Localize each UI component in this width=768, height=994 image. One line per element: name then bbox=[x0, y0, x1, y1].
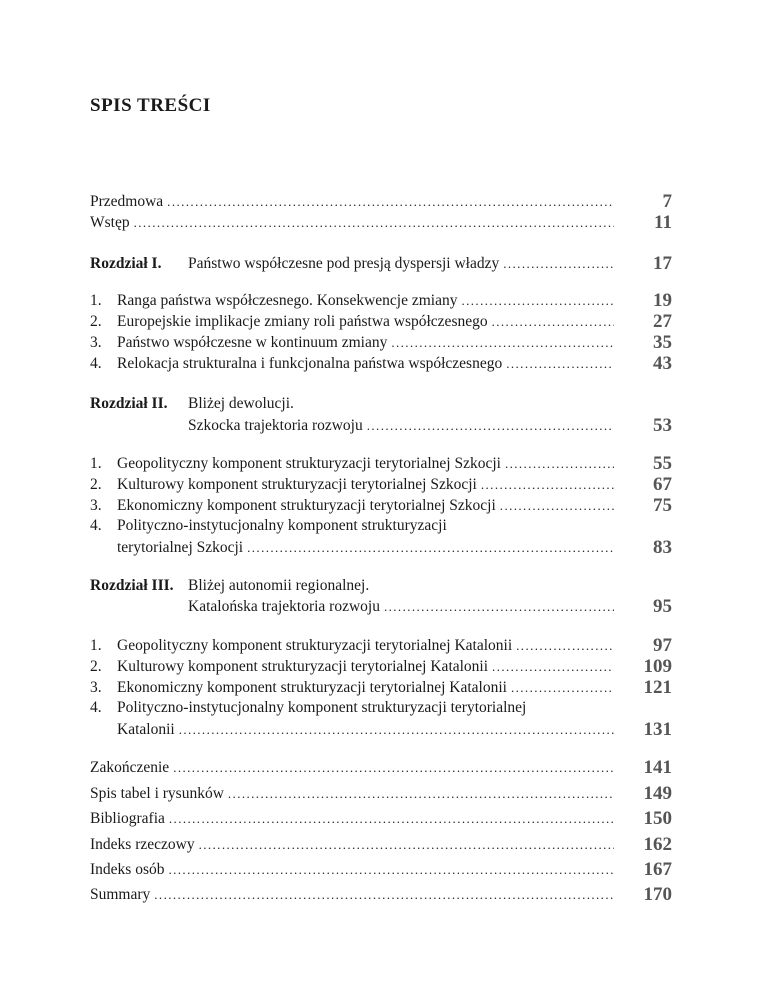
section-number: 2. bbox=[90, 658, 102, 675]
chapter-2-heading bbox=[90, 393, 294, 415]
dot-leader bbox=[384, 596, 614, 618]
dot-leader bbox=[516, 635, 614, 657]
section-label: Ekonomiczny komponent strukturyzacji terytorialnej Katalonii bbox=[117, 679, 507, 696]
page-number: 17 bbox=[653, 253, 672, 274]
toc-chapter-2[interactable] bbox=[90, 415, 672, 437]
section-number: 4. bbox=[90, 699, 102, 716]
toc-chapter-1[interactable] bbox=[90, 253, 672, 275]
toc-section[interactable] bbox=[90, 656, 672, 678]
page-number: 167 bbox=[643, 859, 672, 880]
section-label: Ranga państwa współczesnego. Konsekwencje zmiany bbox=[117, 292, 458, 309]
page-number: 162 bbox=[643, 834, 672, 855]
dot-leader bbox=[154, 884, 614, 906]
section-number: 3. bbox=[90, 334, 102, 351]
toc-entry-summary[interactable] bbox=[90, 884, 672, 906]
section-label-line2: terytorialnej Szkocji bbox=[117, 539, 244, 556]
dot-leader bbox=[199, 834, 614, 856]
dot-leader bbox=[168, 859, 614, 881]
chapter-label: Rozdział III. bbox=[90, 577, 174, 594]
dot-leader bbox=[167, 191, 614, 213]
dot-leader bbox=[179, 719, 614, 741]
toc-section[interactable] bbox=[90, 353, 672, 375]
chapter-label: Rozdział I. bbox=[90, 255, 162, 272]
toc-section[interactable] bbox=[90, 332, 672, 354]
dot-leader bbox=[505, 453, 614, 475]
toc-entry-zakonczenie[interactable] bbox=[90, 757, 672, 779]
section-label: Kulturowy komponent strukturyzacji terytorialnej Szkocji bbox=[117, 476, 477, 493]
dot-leader bbox=[511, 677, 614, 699]
entry-label: Wstęp bbox=[90, 214, 130, 231]
section-number: 1. bbox=[90, 292, 102, 309]
page-number: 43 bbox=[653, 353, 672, 374]
section-label-line1: Polityczno-instytucjonalny komponent strukturyzacji bbox=[117, 517, 447, 534]
section-4-line1 bbox=[90, 515, 447, 537]
page-title: SPIS TREŚCI bbox=[90, 95, 211, 116]
toc-section[interactable] bbox=[90, 290, 672, 312]
page-number: 97 bbox=[653, 635, 672, 656]
page-number: 53 bbox=[653, 415, 672, 436]
section-label-line1: Polityczno-instytucjonalny komponent strukturyzacji terytorialnej bbox=[117, 699, 527, 716]
toc-entry-przedmowa[interactable] bbox=[90, 191, 672, 213]
entry-label: Bibliografia bbox=[90, 810, 165, 827]
chapter-title-line2: Szkocka trajektoria rozwoju bbox=[188, 417, 363, 434]
page-number: 109 bbox=[643, 656, 672, 677]
page-number: 121 bbox=[643, 677, 672, 698]
toc-section[interactable] bbox=[90, 474, 672, 496]
page-number: 83 bbox=[653, 537, 672, 558]
chapter-title-line1: Bliżej autonomii regionalnej. bbox=[188, 577, 370, 594]
section-number: 1. bbox=[90, 455, 102, 472]
dot-leader bbox=[228, 783, 614, 805]
dot-leader bbox=[461, 290, 614, 312]
dot-leader bbox=[492, 656, 614, 678]
entry-label: Indeks rzeczowy bbox=[90, 836, 195, 853]
entry-label: Spis tabel i rysunków bbox=[90, 785, 224, 802]
dot-leader bbox=[391, 332, 614, 354]
dot-leader bbox=[247, 537, 614, 559]
toc-section[interactable] bbox=[90, 635, 672, 657]
section-label: Geopolityczny komponent strukturyzacji terytorialnej Szkocji bbox=[117, 455, 501, 472]
page-number: 7 bbox=[662, 191, 672, 212]
page-number: 35 bbox=[653, 332, 672, 353]
page-number: 75 bbox=[653, 495, 672, 516]
page-number: 131 bbox=[643, 719, 672, 740]
toc-entry-spis-tabel[interactable] bbox=[90, 783, 672, 805]
toc-entry-indeks-osob[interactable] bbox=[90, 859, 672, 881]
section-number: 1. bbox=[90, 637, 102, 654]
section-number: 4. bbox=[90, 517, 102, 534]
page-number: 170 bbox=[643, 884, 672, 905]
chapter-label: Rozdział II. bbox=[90, 395, 168, 412]
dot-leader bbox=[506, 353, 614, 375]
entry-label: Przedmowa bbox=[90, 193, 164, 210]
page-number: 55 bbox=[653, 453, 672, 474]
dot-leader bbox=[481, 474, 614, 496]
section-label: Relokacja strukturalna i funkcjonalna państwa współczesnego bbox=[117, 355, 503, 372]
page-number: 27 bbox=[653, 311, 672, 332]
section-label: Europejskie implikacje zmiany roli państwa współczesnego bbox=[117, 313, 488, 330]
dot-leader bbox=[492, 311, 614, 333]
toc-entry-indeks-rzeczowy[interactable] bbox=[90, 834, 672, 856]
section-number: 2. bbox=[90, 476, 102, 493]
section-label: Ekonomiczny komponent strukturyzacji terytorialnej Szkocji bbox=[117, 497, 496, 514]
section-label: Geopolityczny komponent strukturyzacji terytorialnej Katalonii bbox=[117, 637, 513, 654]
chapter-title-line2: Katalońska trajektoria rozwoju bbox=[188, 598, 380, 615]
section-number: 3. bbox=[90, 679, 102, 696]
section-number: 3. bbox=[90, 497, 102, 514]
entry-label: Summary bbox=[90, 886, 151, 903]
dot-leader bbox=[169, 808, 614, 830]
toc-section[interactable] bbox=[90, 495, 672, 517]
dot-leader bbox=[503, 253, 614, 275]
section-number: 4. bbox=[90, 355, 102, 372]
page-number: 67 bbox=[653, 474, 672, 495]
entry-label: Zakończenie bbox=[90, 759, 170, 776]
page-number: 11 bbox=[654, 212, 672, 233]
toc-section[interactable] bbox=[90, 677, 672, 699]
chapter-title: Państwo współczesne pod presją dyspersji władzy bbox=[188, 255, 500, 272]
dot-leader bbox=[367, 415, 614, 437]
toc-section[interactable] bbox=[90, 537, 672, 559]
chapter-title-line1: Bliżej dewolucji. bbox=[188, 395, 294, 412]
toc-section[interactable] bbox=[90, 311, 672, 333]
page-number: 19 bbox=[653, 290, 672, 311]
toc-section[interactable] bbox=[90, 453, 672, 475]
section-label: Państwo współczesne w kontinuum zmiany bbox=[117, 334, 388, 351]
section-label: Kulturowy komponent strukturyzacji terytorialnej Katalonii bbox=[117, 658, 489, 675]
page-number: 141 bbox=[643, 757, 672, 778]
section-4-line1 bbox=[90, 697, 526, 719]
dot-leader bbox=[173, 757, 614, 779]
dot-leader bbox=[500, 495, 614, 517]
toc-section[interactable] bbox=[90, 719, 672, 741]
section-number: 2. bbox=[90, 313, 102, 330]
dot-leader bbox=[134, 212, 614, 234]
toc-chapter-3[interactable] bbox=[90, 596, 672, 618]
section-label-line2: Katalonii bbox=[117, 721, 175, 738]
page-number: 95 bbox=[653, 596, 672, 617]
toc-entry-bibliografia[interactable] bbox=[90, 808, 672, 830]
page-number: 150 bbox=[643, 808, 672, 829]
toc-entry-wstep[interactable] bbox=[90, 212, 672, 234]
entry-label: Indeks osób bbox=[90, 861, 165, 878]
page-number: 149 bbox=[643, 783, 672, 804]
chapter-3-heading bbox=[90, 575, 369, 597]
